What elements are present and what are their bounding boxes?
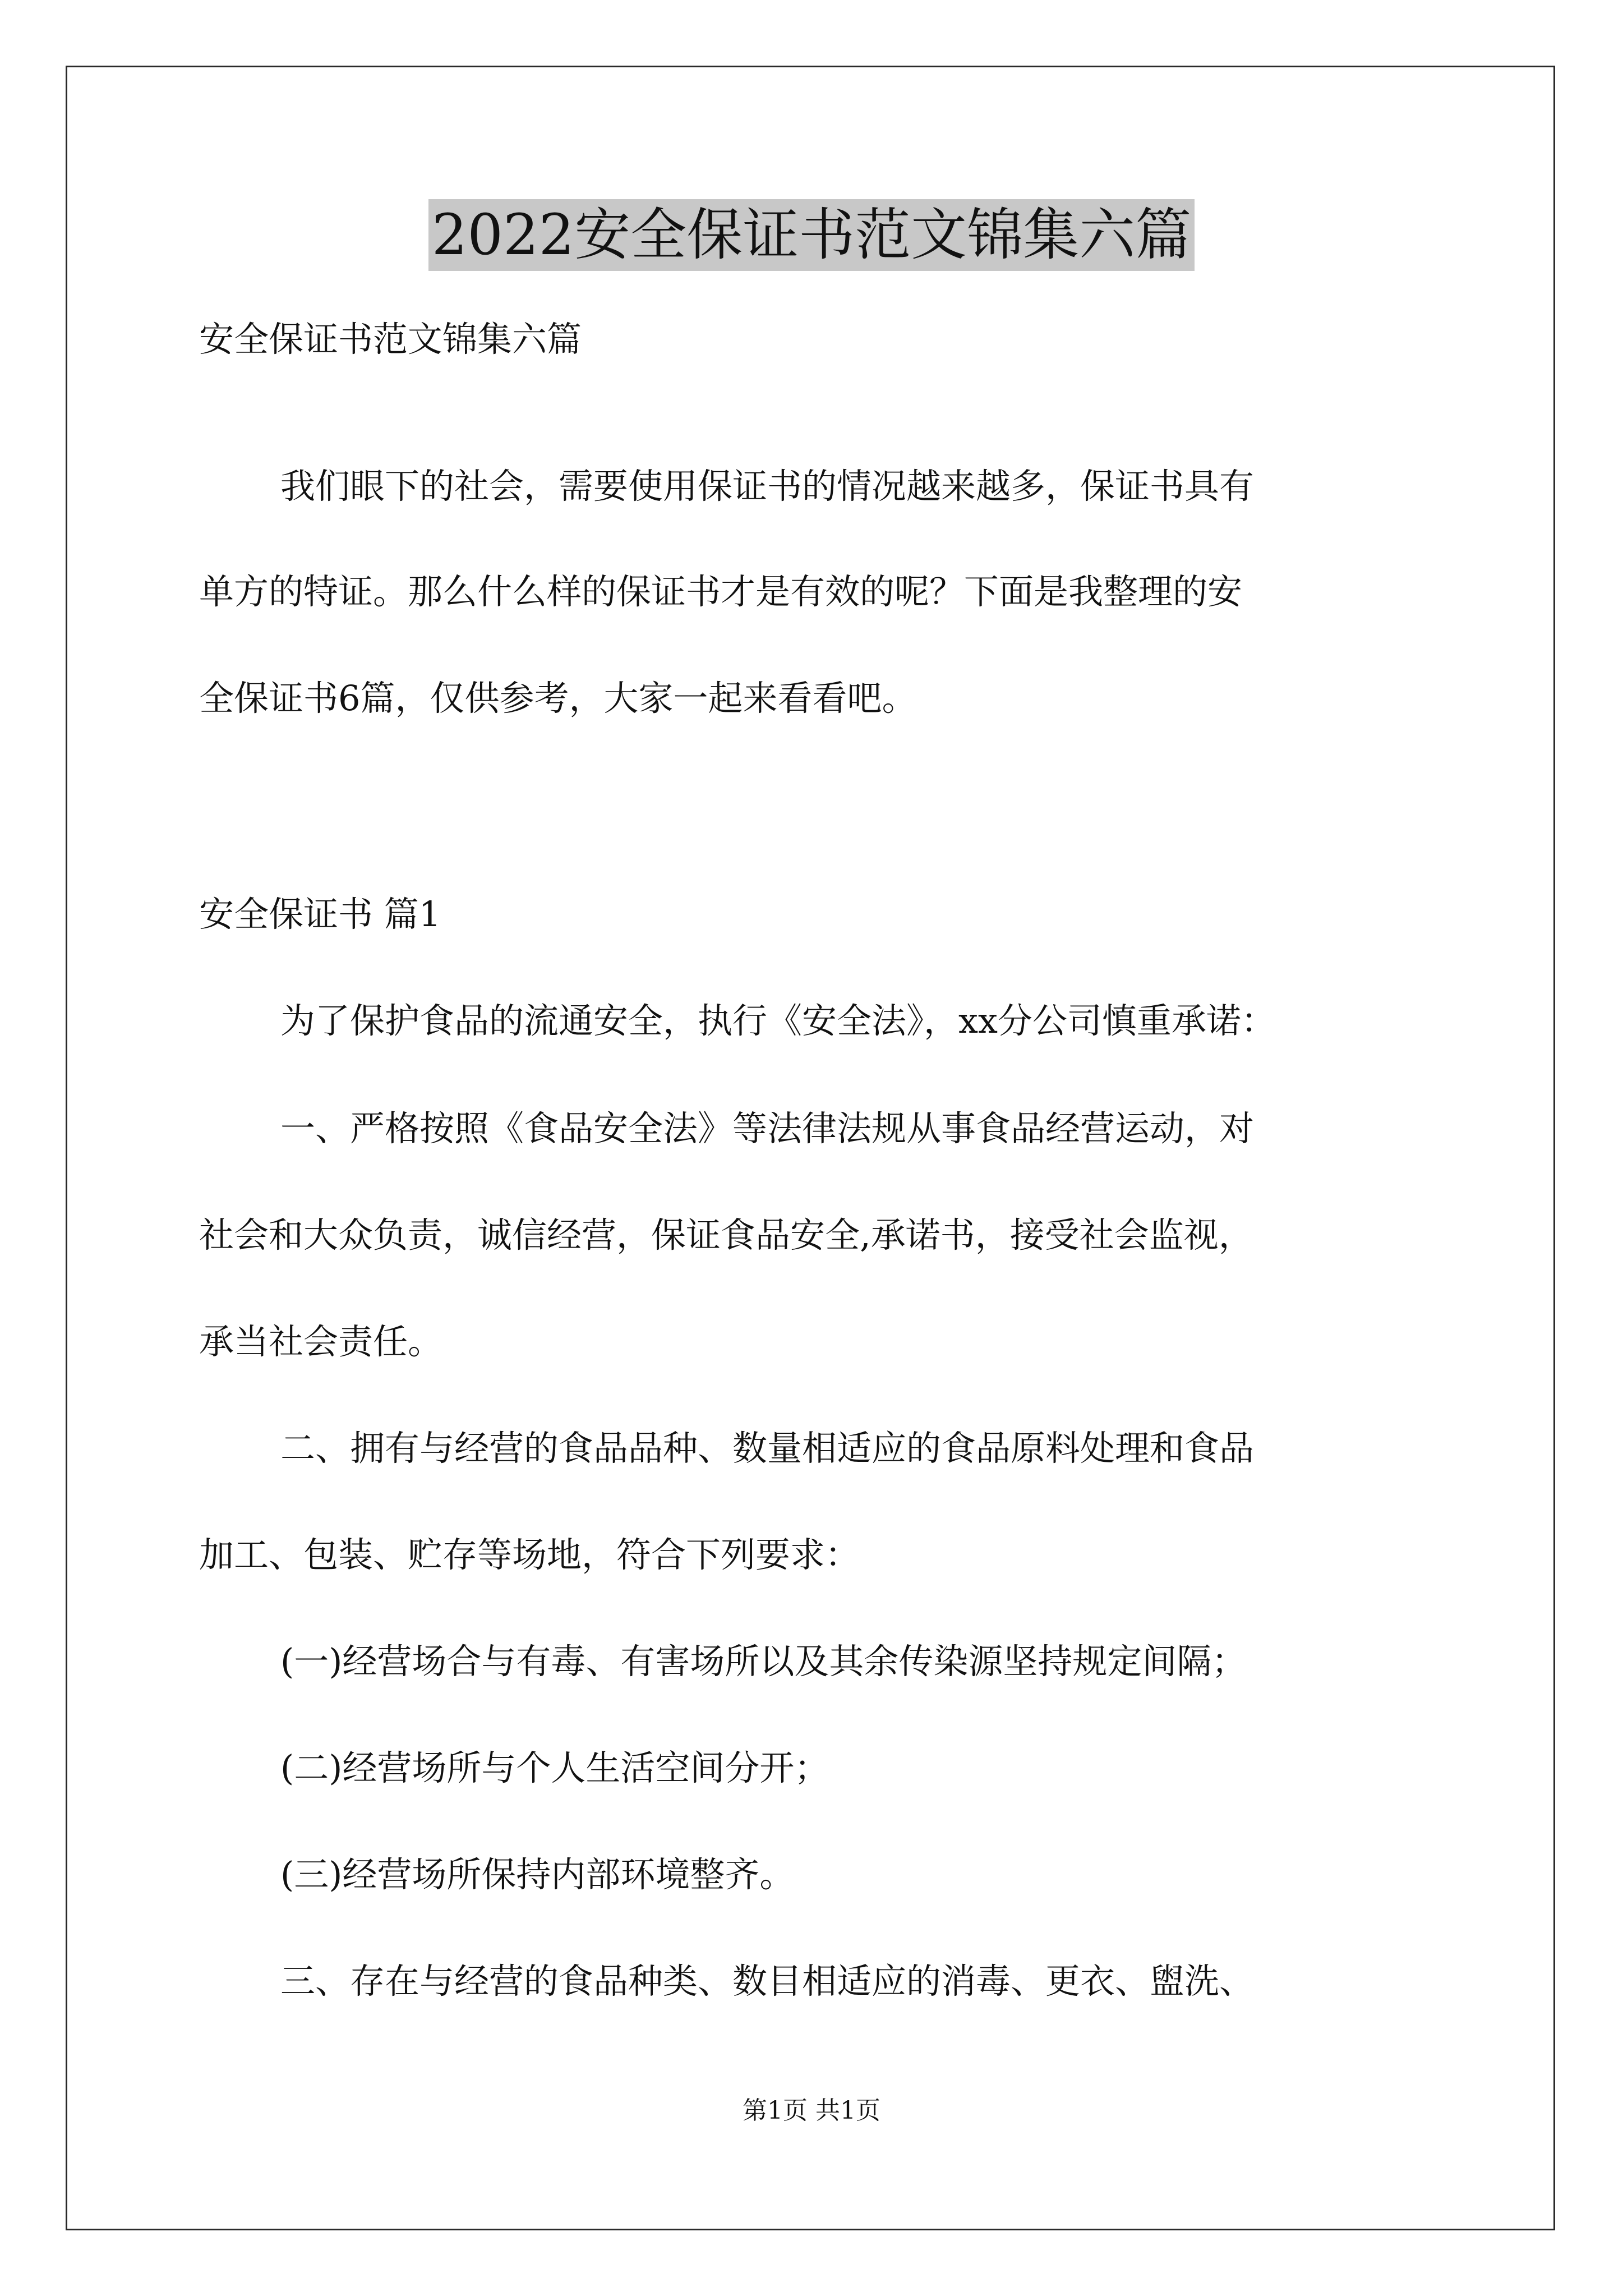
intro-line-1: 我们眼下的社会，需要使用保证书的情况越来越多，保证书具有 xyxy=(280,466,1255,507)
body-line-7: (一)经营场合与有毒、有害场所以及其余传染源坚持规定间隔； xyxy=(280,1641,1247,1682)
section-heading: 安全保证书 篇1 xyxy=(199,894,441,935)
body-line-6: 加工、包装、贮存等场地，符合下列要求： xyxy=(199,1534,860,1575)
body-line-9: (三)经营场所保持内部环境整齐。 xyxy=(280,1854,795,1895)
title-container xyxy=(0,199,1623,271)
body-line-5: 二、拥有与经营的食品品种、数量相适应的食品原料处理和食品 xyxy=(280,1428,1255,1469)
document-subtitle: 安全保证书范文锦集六篇 xyxy=(199,319,582,360)
page-footer: 第1页 共1页 xyxy=(743,2096,880,2125)
intro-line-3: 全保证书6篇，仅供参考，大家一起来看看吧。 xyxy=(199,678,917,719)
body-line-1: 为了保护食品的流通安全，执行《安全法》，xx分公司慎重承诺： xyxy=(280,1000,1276,1041)
intro-line-2: 单方的特证。那么什么样的保证书才是有效的呢？下面是我整理的安 xyxy=(199,571,1243,612)
body-line-4: 承当社会责任。 xyxy=(199,1321,443,1362)
body-line-8: (二)经营场所与个人生活空间分开； xyxy=(280,1747,829,1788)
body-line-3: 社会和大众负责，诚信经营，保证食品安全,承诺书，接受社会监视， xyxy=(199,1214,1253,1255)
body-line-2: 一、严格按照《食品安全法》等法律法规从事食品经营运动，对 xyxy=(280,1108,1255,1149)
document-title: 2022安全保证书范文锦集六篇 xyxy=(428,199,1195,271)
body-line-10: 三、存在与经营的食品种类、数目相适应的消毒、更衣、盥洗、 xyxy=(280,1961,1255,2001)
